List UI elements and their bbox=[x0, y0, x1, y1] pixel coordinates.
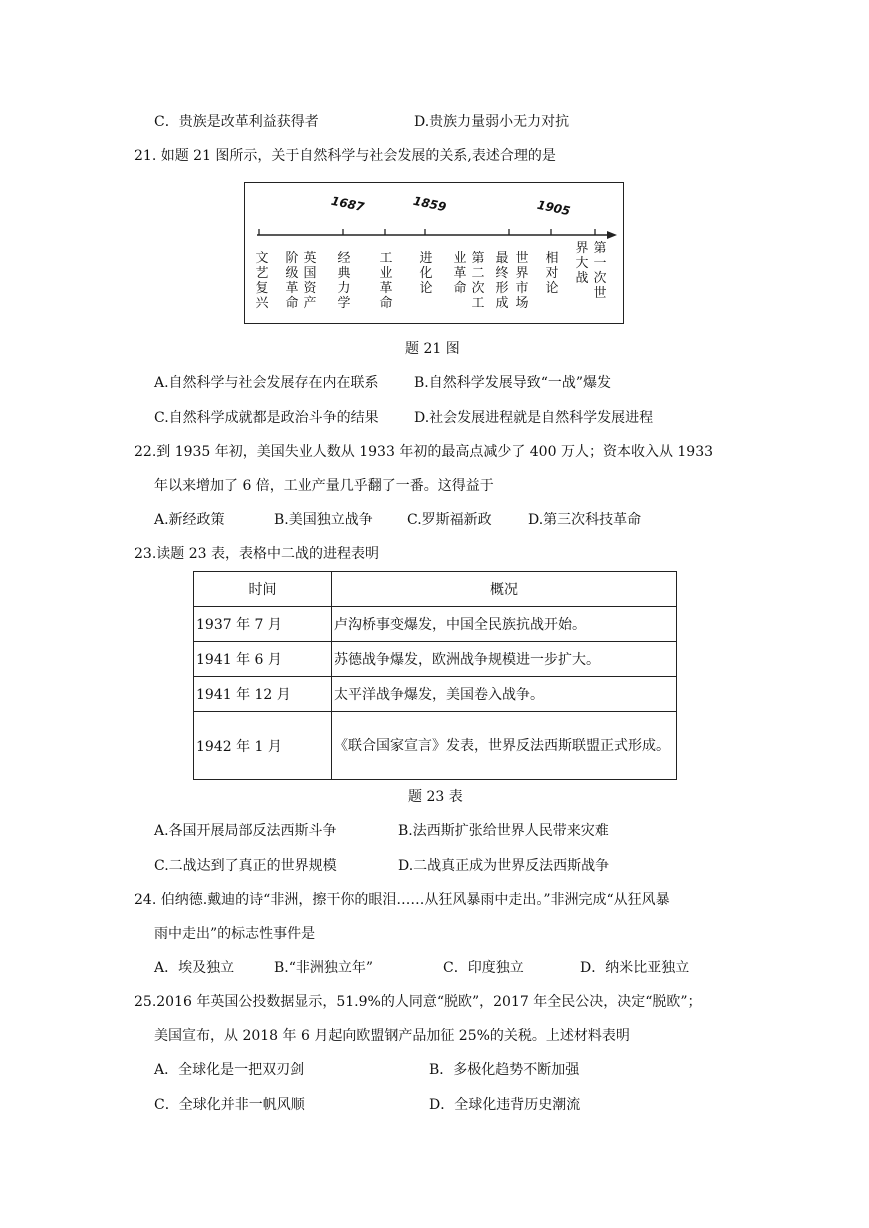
timeline-year-1687: 1687 bbox=[329, 193, 366, 215]
q24-stem-line2: 雨中走出”的标志性事件是 bbox=[154, 926, 316, 942]
timeline-label: 文艺复兴 bbox=[255, 251, 269, 311]
q23-option-d: D.二战真正成为世界反法西斯战争 bbox=[398, 858, 610, 874]
timeline-label: 业革命 bbox=[453, 251, 467, 296]
q21-figure-caption: 题 21 图 bbox=[405, 341, 460, 357]
table-cell-time: 1941 年 6 月 bbox=[194, 642, 332, 677]
table-header-overview: 概况 bbox=[332, 572, 677, 607]
q21-option-c: C.自然科学成就都是政治斗争的结果 bbox=[154, 410, 379, 426]
q24-option-b: B.“非洲独立年” bbox=[274, 960, 374, 976]
q24-option-a: A．埃及独立 bbox=[154, 960, 235, 976]
q21-option-d: D.社会发展进程就是自然科学发展进程 bbox=[414, 410, 654, 426]
q25-stem-line2: 美国宣布，从 2018 年 6 月起向欧盟钢产品加征 25%的关税。上述材料表明 bbox=[154, 1028, 630, 1044]
q24-option-c: C．印度独立 bbox=[443, 960, 524, 976]
q22-option-b: B.美国独立战争 bbox=[274, 512, 373, 528]
timeline-label: 进化论 bbox=[419, 251, 433, 296]
timeline-label: 世界市场 bbox=[515, 251, 529, 311]
q23-option-a: A.各国开展局部反法西斯斗争 bbox=[154, 823, 337, 839]
table-row bbox=[194, 712, 677, 780]
table-row bbox=[194, 607, 677, 642]
timeline-label: 界大战 bbox=[575, 241, 589, 286]
q22-option-d: D.第三次科技革命 bbox=[528, 512, 642, 528]
table-row bbox=[194, 677, 677, 712]
timeline-year-1905: 1905 bbox=[535, 197, 572, 219]
timeline-label: 阶级革命 bbox=[285, 251, 299, 311]
table-header-row bbox=[194, 572, 677, 607]
table-cell-overview: 苏德战争爆发，欧洲战争规模进一步扩大。 bbox=[332, 642, 677, 677]
timeline-label: 最终形成 bbox=[495, 251, 509, 311]
table-cell-overview-wrapper bbox=[332, 712, 677, 780]
table-cell-time: 1942 年 1 月 bbox=[194, 712, 332, 780]
q22-stem-line2: 年以来增加了 6 倍，工业产量几乎翻了一番。这得益于 bbox=[154, 478, 494, 494]
timeline-label: 相对论 bbox=[545, 251, 559, 296]
table-row bbox=[194, 642, 677, 677]
q22-option-a: A.新经政策 bbox=[154, 512, 225, 528]
q23-stem: 23.读题 23 表，表格中二战的进程表明 bbox=[134, 546, 379, 562]
table-cell-time: 1941 年 12 月 bbox=[194, 677, 332, 712]
table-cell-time: 1937 年 7 月 bbox=[194, 607, 332, 642]
q22-option-c: C.罗斯福新政 bbox=[407, 512, 492, 528]
table-cell-overview: 《联合国家宣言》发表，世界反法西斯联盟正式形成。 bbox=[334, 737, 670, 754]
q21-timeline-figure bbox=[244, 182, 624, 324]
q21-option-a: A.自然科学与社会发展存在内在联系 bbox=[154, 375, 379, 391]
q20-option-c: C．贵族是改革利益获得者 bbox=[154, 114, 319, 130]
q20-option-d: D.贵族力量弱小无力对抗 bbox=[414, 114, 570, 130]
q25-option-a: A．全球化是一把双刃剑 bbox=[154, 1062, 305, 1078]
q21-stem: 21. 如题 21 图所示，关于自然科学与社会发展的关系,表述合理的是 bbox=[134, 148, 556, 164]
q25-option-c: C．全球化并非一帆风顺 bbox=[154, 1097, 305, 1113]
q25-option-d: D．全球化违背历史潮流 bbox=[429, 1097, 581, 1113]
timeline-label: 经典力学 bbox=[337, 251, 351, 311]
q21-option-b: B.自然科学发展导致“一战”爆发 bbox=[414, 375, 612, 391]
q23-option-b: B.法西斯扩张给世界人民带来灾难 bbox=[398, 823, 609, 839]
q23-option-c: C.二战达到了真正的世界规模 bbox=[154, 858, 337, 874]
table-cell-overview: 卢沟桥事变爆发，中国全民族抗战开始。 bbox=[332, 607, 677, 642]
timeline-year-1859: 1859 bbox=[411, 193, 448, 215]
timeline-label: 英国资产 bbox=[303, 251, 317, 311]
table-header-time: 时间 bbox=[194, 572, 332, 607]
q25-stem-line1: 25.2016 年英国公投数据显示，51.9%的人同意“脱欧”，2017 年全民公决，决定“脱欧”； bbox=[134, 994, 702, 1010]
q24-stem-line1: 24. 伯纳德.戴迪的诗“非洲，擦干你的眼泪……从狂风暴雨中走出。”非洲完成“从狂风暴 bbox=[134, 892, 670, 908]
timeline-label: 工业革命 bbox=[379, 251, 393, 311]
q24-option-d: D．纳米比亚独立 bbox=[580, 960, 690, 976]
timeline-label: 第一次世 bbox=[593, 241, 607, 301]
q23-table bbox=[193, 571, 677, 780]
timeline-label: 第二次工 bbox=[471, 251, 485, 311]
q25-option-b: B．多极化趋势不断加强 bbox=[429, 1062, 580, 1078]
table-cell-overview: 太平洋战争爆发，美国卷入战争。 bbox=[332, 677, 677, 712]
q22-stem-line1: 22.到 1935 年初，美国失业人数从 1933 年初的最高点减少了 400 万人；资本收入从 1933 bbox=[134, 444, 714, 460]
q23-table-caption: 题 23 表 bbox=[408, 789, 463, 805]
